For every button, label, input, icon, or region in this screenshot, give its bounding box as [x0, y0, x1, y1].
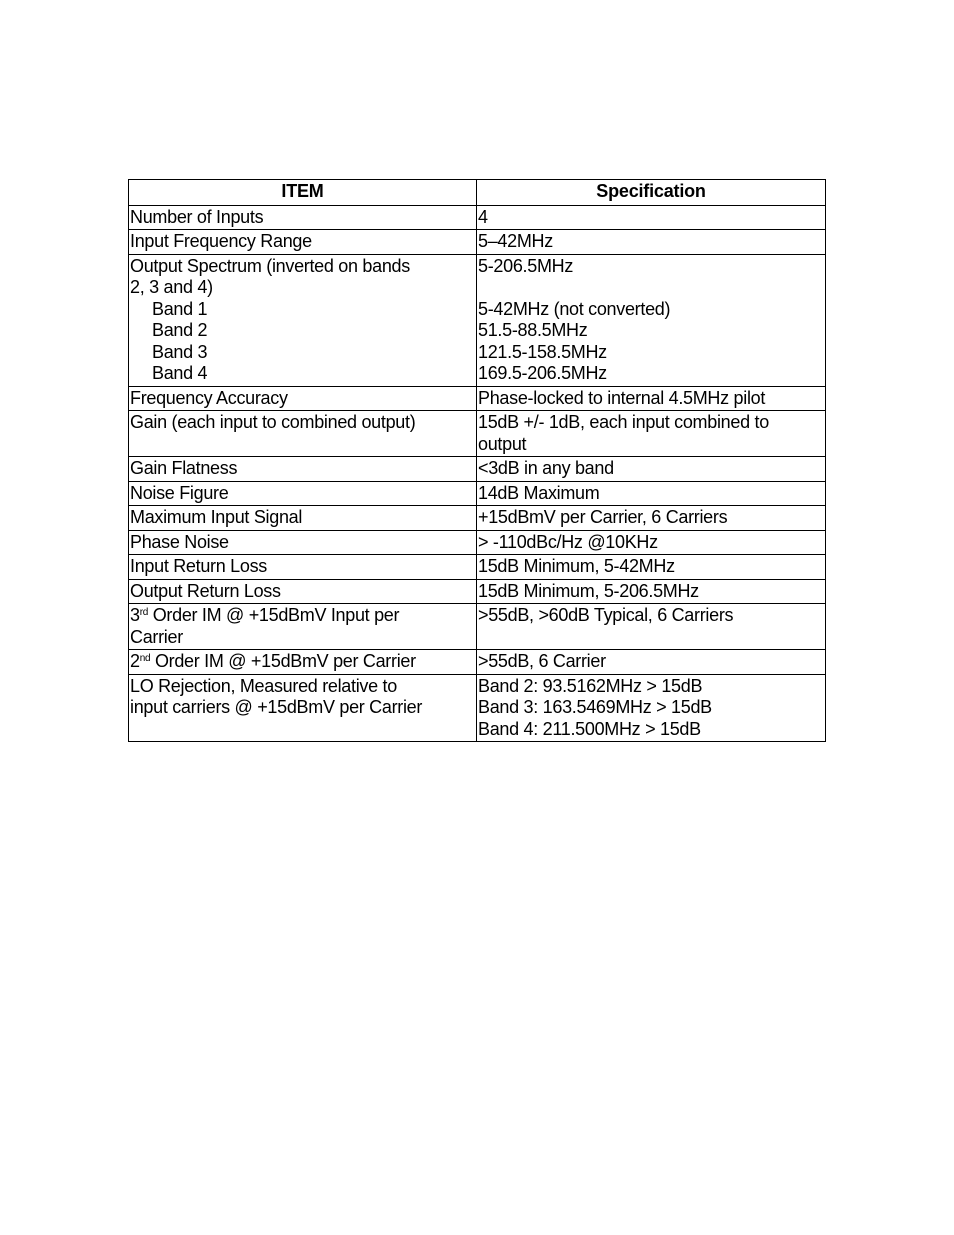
table-row — [129, 674, 826, 742]
item-cell: Gain Flatness — [129, 457, 477, 482]
band-label: Band 3 — [152, 341, 208, 362]
table-row — [129, 555, 826, 580]
header-row — [129, 180, 826, 206]
spec-cell — [477, 411, 826, 457]
table-row — [129, 230, 826, 255]
item-line: Carrier — [130, 626, 183, 647]
spec-line: 5-206.5MHz — [478, 255, 574, 276]
band-label: Band 4 — [152, 363, 208, 383]
item-cell: Noise Figure — [129, 481, 477, 506]
band-value: 121.5-158.5MHz — [478, 341, 607, 362]
spec-cell — [477, 254, 826, 386]
item-cell: Input Frequency Range — [129, 230, 477, 255]
spec-cell: <3dB in any band — [477, 457, 826, 482]
item-line: input carriers @ +15dBmV per Carrier — [130, 697, 423, 717]
spec-line: 15dB +/- 1dB, each input combined to — [478, 412, 769, 432]
spec-cell: 5–42MHz — [477, 230, 826, 255]
spacer — [478, 277, 823, 299]
item-line: LO Rejection, Measured relative to — [130, 675, 397, 696]
item-line — [130, 651, 474, 673]
spec-line: output — [478, 433, 527, 454]
spec-cell — [477, 674, 826, 742]
header-specification: Specification — [477, 180, 826, 206]
header-item: ITEM — [129, 180, 477, 206]
item-cell — [129, 254, 477, 386]
spec-cell: > -110dBc/Hz @10KHz — [477, 530, 826, 555]
table-row — [129, 411, 826, 457]
spec-cell: 14dB Maximum — [477, 481, 826, 506]
item-cell: Frequency Accuracy — [129, 386, 477, 411]
band-label: Band 2 — [152, 320, 208, 340]
table-row — [129, 604, 826, 650]
item-cell: Phase Noise — [129, 530, 477, 555]
spec-cell: Phase-locked to internal 4.5MHz pilot — [477, 386, 826, 411]
spec-cell: 15dB Minimum, 5-42MHz — [477, 555, 826, 580]
item-line — [130, 605, 474, 627]
spec-cell: >55dB, 6 Carrier — [477, 650, 826, 675]
table-row — [129, 205, 826, 230]
table-row — [129, 457, 826, 482]
table-row — [129, 650, 826, 675]
item-line: Output Spectrum (inverted on bands — [130, 255, 410, 276]
item-line: 2, 3 and 4) — [130, 277, 213, 297]
table-row — [129, 506, 826, 531]
item-text: Order IM @ +15dBmV per Carrier — [150, 651, 416, 671]
band-value: 169.5-206.5MHz — [478, 363, 607, 383]
spec-cell: >55dB, >60dB Typical, 6 Carriers — [477, 604, 826, 650]
spec-cell: +15dBmV per Carrier, 6 Carriers — [477, 506, 826, 531]
item-cell: Input Return Loss — [129, 555, 477, 580]
band-value: 51.5-88.5MHz — [478, 320, 588, 340]
item-cell: Number of Inputs — [129, 205, 477, 230]
table-row — [129, 254, 826, 386]
item-text: Order IM @ +15dBmV Input per — [148, 605, 400, 625]
specification-table — [128, 179, 826, 742]
item-cell: Gain (each input to combined output) — [129, 411, 477, 457]
order-number: 3 — [130, 605, 140, 625]
ordinal-suffix: nd — [139, 653, 151, 664]
band-value: 5-42MHz (not converted) — [478, 298, 671, 319]
spec-cell: 4 — [477, 205, 826, 230]
item-cell: Maximum Input Signal — [129, 506, 477, 531]
table-row — [129, 386, 826, 411]
spec-line: Band 4: 211.500MHz > 15dB — [478, 718, 701, 739]
spec-line: Band 3: 163.5469MHz > 15dB — [478, 697, 712, 717]
ordinal-suffix: rd — [139, 607, 149, 618]
band-label: Band 1 — [152, 298, 208, 319]
table-row — [129, 481, 826, 506]
table-row — [129, 530, 826, 555]
order-number: 2 — [130, 651, 140, 671]
item-cell — [129, 604, 477, 650]
table-row — [129, 579, 826, 604]
spec-line: Band 2: 93.5162MHz > 15dB — [478, 675, 703, 696]
item-cell — [129, 674, 477, 742]
spec-cell: 15dB Minimum, 5-206.5MHz — [477, 579, 826, 604]
item-cell: Output Return Loss — [129, 579, 477, 604]
item-cell — [129, 650, 477, 675]
